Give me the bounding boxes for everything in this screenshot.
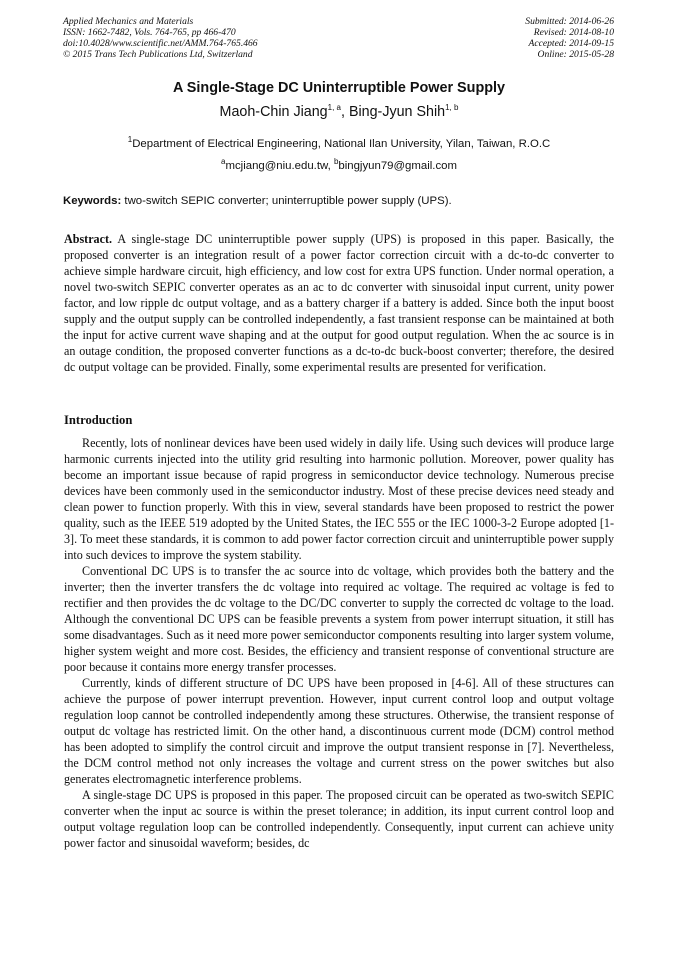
abstract-label: Abstract. <box>64 232 113 246</box>
paragraph: Currently, kinds of different structure of DC UPS have been proposed in [4-6]. All of these structures can achieve the purpose of power interrupt prevention. However, input current control loop and output voltage regulation loop cannot be controlled independently among these structures. Otherwise, the transient response of output dc voltage has restricted limit. On the other hand, a discontinuous current mode (DCM) control method has been adopted to simplify the control circuit and improve the output transient response in [7]. Nevertheless, the DCM control method not only increases the voltage and current stress on the power switches but also generates electromagnetic interference problems. <box>64 676 614 786</box>
online-date: Online: 2015-05-28 <box>537 49 614 60</box>
doi-line: doi:10.4028/www.scientific.net/AMM.764-765.466 <box>63 38 258 49</box>
keywords-label: Keywords: <box>63 195 122 207</box>
copyright-line: © 2015 Trans Tech Publications Ltd, Switzerland <box>63 49 253 60</box>
author-name: Bing-Jyun Shih <box>348 104 446 120</box>
publication-dates <box>525 16 614 60</box>
paragraph: Recently, lots of nonlinear devices have been used widely in daily life. Using such devices will produce large harmonic currents injected into the utility grid resulting into harmonic pollution. Moreover, power quality has become an important issue because of rapid progress in semiconductor device technology. Numerous precise devices have been commonly used in the semiconductor industry. Most of these precise devices need steady and clean power to function properly. With this in view, several standards have been proposed to restrict the power quality, such as the IEEE 519 adopted by the United States, the IEC 555 or the IEC 1000-3-2 Europe adopted [1-3]. To meet these standards, it is common to add power factor correction circuit and uninterruptible power supply into such devices to improve the system stability. <box>64 436 614 562</box>
author-superscript: 1, a <box>327 103 341 113</box>
author-superscript: 1, b <box>445 103 459 113</box>
keywords-text: two-switch SEPIC converter; uninterruptible power supply (UPS). <box>121 195 452 207</box>
email-link[interactable]: bingjyun79@gmail.com <box>338 160 457 172</box>
abstract <box>64 231 614 375</box>
journal-info <box>63 16 258 60</box>
issn-line: ISSN: 1662-7482, Vols. 764-765, pp 466-470 <box>63 27 236 38</box>
section-heading: Introduction <box>64 413 133 427</box>
author-list <box>0 104 678 120</box>
paper-title: A Single-Stage DC Uninterruptible Power Supply <box>172 80 506 96</box>
abstract-text: A single-stage DC uninterruptible power supply (UPS) is proposed in this paper. Basically, the proposed converter is an integration result of a power factor correction circuit with a dc-to-dc converter to achieve simple hardware circuit, high efficiency, and low cost for extra UPS function. Under normal operation, a novel two-switch SEPIC converter operates as an ac to dc converter with sinusoidal input current, unity power factor, and low ripple dc output voltage, and as a battery charger if a battery is added. Since both the input boost supply and the output supply can be controlled independently, a fast transient response can be maintained at both the input for active current wave shaping and at the output for good output regulation. When the ac source is in an outage condition, the proposed converter functions as a dc-to-dc buck-boost converter; therefore, the desired dc output voltage can be provided. Finally, some experimental results are presented for verification. <box>64 232 614 374</box>
introduction-body <box>64 435 614 851</box>
author-separator: , <box>340 104 349 120</box>
affiliation <box>0 135 678 150</box>
paragraph: A single-stage DC UPS is proposed in this paper. The proposed circuit can be operated as two-switch SEPIC converter when the input ac source is within the preset tolerance; in addition, its input current control loop and output voltage regulation loop can be controlled independently. Consequently, input current can achieve unity power factor and sinusoidal waveform; besides, dc <box>64 788 614 850</box>
author-emails <box>0 157 678 172</box>
journal-name: Applied Mechanics and Materials <box>63 16 194 27</box>
email-superscript: a <box>221 157 226 167</box>
paragraph: Conventional DC UPS is to transfer the ac source into dc voltage, which provides both the battery and the inverter; then the inverter transfers the dc voltage into required ac voltage. The required ac voltage is fed to rectifier and then provides the dc voltage to the DC/DC converter to supply the corrected dc voltage to the load. Although the conventional DC UPS can be feasible prevents a system from power interrupt situation, it still has some disadvantages. Such as it need more power semiconductor components resulting into larger system volume, higher system weight and more cost. Besides, the efficiency and transient response of conventional structure are poor because it contains more energy transfer processes. <box>64 564 614 674</box>
accepted-date: Accepted: 2014-09-15 <box>528 38 614 49</box>
email-link[interactable]: mcjiang@niu.edu.tw, <box>225 160 334 172</box>
affiliation-text: Department of Electrical Engineering, National Ilan University, Yilan, Taiwan, R.O.C <box>132 138 551 150</box>
revised-date: Revised: 2014-08-10 <box>533 27 614 38</box>
affiliation-superscript: 1 <box>127 135 133 145</box>
keywords <box>63 195 623 207</box>
author-name: Maoh-Chin Jiang <box>219 104 328 120</box>
email-superscript: b <box>333 157 339 167</box>
submitted-date: Submitted: 2014-06-26 <box>525 16 614 27</box>
